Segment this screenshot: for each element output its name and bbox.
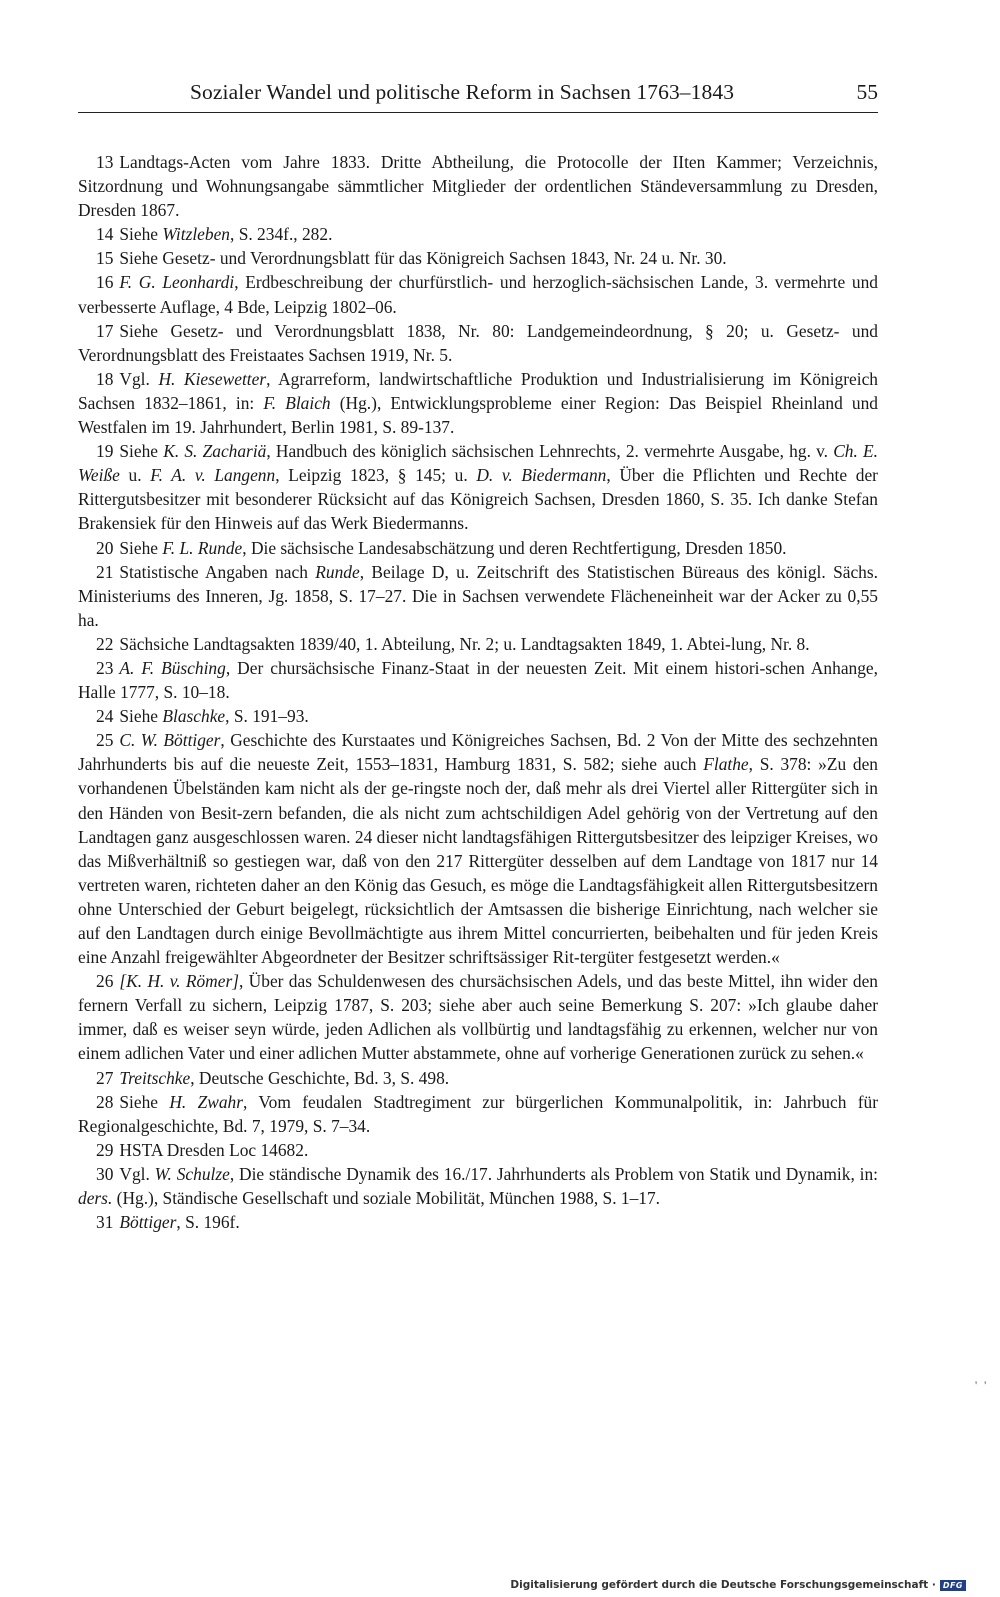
footnote-italic-text: F. A. v. Langenn — [150, 465, 276, 486]
footnote-16 — [78, 270, 878, 318]
footnote-number: 20 — [96, 537, 114, 558]
footnote-text: u. — [119, 465, 151, 486]
footnote-number: 24 — [96, 706, 114, 727]
footnote-italic-text: Witzleben — [162, 224, 230, 245]
footnote-number: 18 — [96, 368, 114, 389]
footnote-text: Vgl. — [119, 368, 159, 389]
credit-text: Digitalisierung gefördert durch die Deutsche Forschungsgemeinschaft · — [510, 1579, 936, 1591]
footnote-text: Sächsiche Landtagsakten 1839/40, 1. Abteilung, Nr. 2; u. Landtagsakten 1849, 1. Abtei-lung, Nr. 8. — [119, 633, 810, 654]
footnote-number: 13 — [96, 152, 114, 172]
footnote-italic-text: H. Kiesewetter — [158, 368, 267, 389]
footnote-28 — [78, 1090, 878, 1138]
footnote-18 — [78, 367, 878, 439]
footnote-27 — [78, 1066, 878, 1090]
footnote-italic-text: D. v. Biedermann — [476, 465, 607, 486]
footnote-17 — [78, 319, 878, 367]
footnote-text: , Über die Pflichten und Rechte der Rittergutsbesitzer mit besonderer Rücksicht auf das Königreich Sachsen, Dresden 1860, S. 35. Ich danke Stefan Brakensiek für den Hinweis auf das Werk Biedermanns. — [78, 465, 878, 534]
footnote-italic-text: F. Blaich — [263, 392, 331, 413]
footnote-14 — [78, 222, 878, 246]
footnote-22 — [78, 632, 878, 656]
dfg-logo-icon: DFG — [940, 1580, 966, 1591]
footnote-number: 19 — [96, 441, 114, 462]
footnote-number: 25 — [96, 730, 114, 751]
footnote-20 — [78, 536, 878, 560]
footnote-text: , Die ständische Dynamik des 16./17. Jahrhunderts als Problem von Statik und Dynamik, in: — [229, 1163, 878, 1184]
footnote-text: , Agrarreform, landwirtschaftliche Produktion und Industrialisierung im Königreich Sachsen 1832–1861, in: — [78, 368, 878, 413]
running-title: Sozialer Wandel und politische Reform in Sachsen 1763–1843 — [190, 80, 735, 104]
footnote-text: Siehe — [119, 537, 163, 558]
footnote-number: 14 — [96, 224, 114, 245]
margin-marks: ' ' — [975, 1378, 989, 1392]
footnote-text: Siehe — [119, 441, 164, 462]
digitization-credit — [510, 1579, 966, 1591]
footnote-number: 30 — [96, 1163, 114, 1184]
footnote-text: , Vom feudalen Stadtregiment zur bürgerlichen Kommunalpolitik, in: Jahrbuch für Regionalgeschichte, Bd. 7, 1979, S. 7–34. — [78, 1091, 878, 1136]
footnote-italic-text: Treitschke — [119, 1067, 191, 1088]
footnote-text: Siehe — [119, 1091, 170, 1112]
footnote-text: , Der chursächsische Finanz-Staat in der neuesten Zeit. Mit einem histori-schen Anhange, Halle 1777, S. 10–18. — [78, 657, 879, 703]
footnote-italic-text: Runde — [315, 561, 360, 582]
footnote-italic-text: Ch. E. Weiße — [78, 441, 879, 486]
footnote-italic-text: A. F. Büsching — [119, 657, 226, 678]
footnote-italic-text: Böttiger — [119, 1212, 177, 1233]
footnote-number: 27 — [96, 1067, 114, 1088]
footnote-21 — [78, 560, 878, 632]
footnote-15 — [78, 246, 878, 270]
footnote-13 — [78, 150, 878, 222]
footnote-text: Siehe Gesetz- und Verordnungsblatt für das Königreich Sachsen 1843, Nr. 24 u. Nr. 30. — [119, 248, 727, 269]
footnote-text: , S. 378: »Zu den vorhandenen Übelständen kam nicht als der ge-ringste noch der, daß mehr als drei Viertel aller Rittergüter sich in den Händen von Besit-zern befanden, die als nicht zum achtschildigen Adel gehörig von der Vertretung auf den Landtagen ganz ausgeschlossen waren. 24 dieser nicht landtagsfähigen Rittergutsbesitzer des leipziger Kreises, wo das Mißverhältniß so gestiegen war, daß von den 217 Rittergüter desselben auf dem Landtage von 1817 nur 14 vertreten waren, richteten daher an den König das Gesuch, es möge die Landtagsfähigkeit allen Rittergutsbesitzern ohne Unterschied der Geburt beigelegt, rücksichtlich der Amtsassen die bisherige Einrichtung, nach welcher sie auf den Landtagen durch einige Bevollmächtigte aus ihrem Mittel concurrierten, beibehalten und für jeden Kreis eine Anzahl freigewählter Abgeordneter der Besitzer schriftsässiger Rit-tergüter festgesetzt werden.« — [78, 754, 878, 968]
footnote-31 — [78, 1210, 878, 1234]
footnote-number: 17 — [96, 320, 114, 341]
footnote-italic-text: [K. H. v. Römer] — [119, 971, 239, 992]
footnote-24 — [78, 704, 878, 728]
footnote-italic-text: K. S. Zachariä — [163, 441, 267, 462]
footnote-number: 21 — [96, 561, 114, 582]
footnote-italic-text: F. L. Runde — [162, 537, 243, 558]
footnote-30 — [78, 1162, 878, 1210]
footnote-number: 16 — [96, 272, 114, 293]
footnote-text: Landtags-Acten vom Jahre 1833. Dritte Abtheilung, die Protocolle der IIten Kammer; Verzeichnis, Sitzordnung und Wohnungsangabe sämmtlicher Mitglieder der ordentlichen Ständeversammlung zu Dresden, Dresden 1867. — [78, 152, 878, 221]
footnote-23 — [78, 656, 878, 704]
page-header — [78, 78, 878, 113]
footnote-italic-text: ders. — [78, 1188, 113, 1209]
footnote-italic-text: F. G. Leonhardi — [119, 272, 235, 293]
footnote-text: , Geschichte des Kurstaates und Königreiches Sachsen, Bd. 2 Von der Mitte des sechzehnten Jahrhunderts bis auf die neueste Zeit, 1553–1831, Hamburg 1831, S. 582; siehe auch — [78, 730, 878, 775]
footnote-text: , S. 191–93. — [225, 706, 309, 727]
footnote-25 — [78, 728, 878, 969]
footnote-19 — [78, 439, 878, 535]
footnote-italic-text: Blaschke — [162, 706, 226, 727]
footnote-number: 26 — [96, 971, 114, 992]
footnote-text: , Deutsche Geschichte, Bd. 3, S. 498. — [190, 1067, 450, 1088]
footnote-text: Siehe — [119, 224, 163, 245]
footnote-number: 23 — [96, 657, 114, 678]
footnote-text: , Handbuch des königlich sächsischen Lehnrechts, 2. vermehrte Ausgabe, hg. v. — [266, 441, 834, 462]
footnote-text: , Über das Schuldenwesen des chursächsischen Adels, und das beste Mittel, ihn wider den fernern Verfall zu sichern, Leipzig 1787, S. 203; siehe aber auch seine Bemerkung S. 207: »Ich glaube daher immer, daß es weiser seyn würde, jeden Adlichen als vollbürtig und landtagsfähig zu erkennen, welcher nur von einem adlichen Vater und einer adlichen Mutter abstammete, ohne auf vorherige Generationen zurück zu sehen.« — [78, 971, 878, 1064]
footnote-text: (Hg.), Ständische Gesellschaft und soziale Mobilität, München 1988, S. 1–17. — [112, 1188, 661, 1209]
footnote-29 — [78, 1138, 878, 1162]
footnote-number: 29 — [96, 1139, 114, 1160]
footnote-text: Vgl. — [119, 1163, 155, 1184]
footnote-italic-text: H. Zwahr — [169, 1091, 243, 1112]
footnote-number: 31 — [96, 1212, 114, 1233]
footnote-italic-text: Flathe — [703, 754, 749, 775]
footnote-text: Siehe Gesetz- und Verordnungsblatt 1838, Nr. 80: Landgemeindeordnung, § 20; u. Gesetz- und Verordnungsblatt des Freistaates Sachsen 1919, Nr. 5. — [78, 320, 878, 365]
footnote-italic-text: C. W. Böttiger — [119, 730, 221, 751]
footnote-number: 22 — [96, 633, 114, 654]
footnote-italic-text: W. Schulze — [154, 1163, 230, 1184]
footnote-text: , S. 234f., 282. — [230, 224, 333, 245]
page-number: 55 — [856, 80, 878, 104]
footnote-text: , Erdbeschreibung der churfürstlich- und herzoglich-sächsischen Lande, 3. vermehrte und verbesserte Auflage, 4 Bde, Leipzig 1802–06. — [78, 272, 878, 317]
footnote-text: , Die sächsische Landesabschätzung und deren Rechtfertigung, Dresden 1850. — [242, 537, 787, 558]
footnote-text: Statistische Angaben nach — [119, 561, 316, 582]
footnote-number: 15 — [96, 248, 114, 269]
footnote-number: 28 — [96, 1091, 114, 1112]
footnote-text: , Beilage D, u. Zeitschrift des Statistischen Büreaus des königl. Sächs. Ministeriums des Inneren, Jg. 1858, S. 17–27. Die in Sachsen verwendete Flächeneinheit war der Acker zu 0,55 ha. — [78, 561, 878, 630]
footnote-26 — [78, 969, 878, 1065]
footnote-text: , S. 196f. — [176, 1212, 240, 1233]
footnote-text: (Hg.), Entwicklungsprobleme einer Region: Das Beispiel Rheinland und Westfalen im 19. Jahrhundert, Berlin 1981, S. 89-137. — [78, 392, 878, 438]
footnotes-list — [78, 150, 878, 1234]
footnote-text: HSTA Dresden Loc 14682. — [119, 1139, 309, 1160]
footnote-text: , Leipzig 1823, § 145; u. — [275, 465, 477, 486]
footnote-text: Siehe — [119, 706, 163, 727]
